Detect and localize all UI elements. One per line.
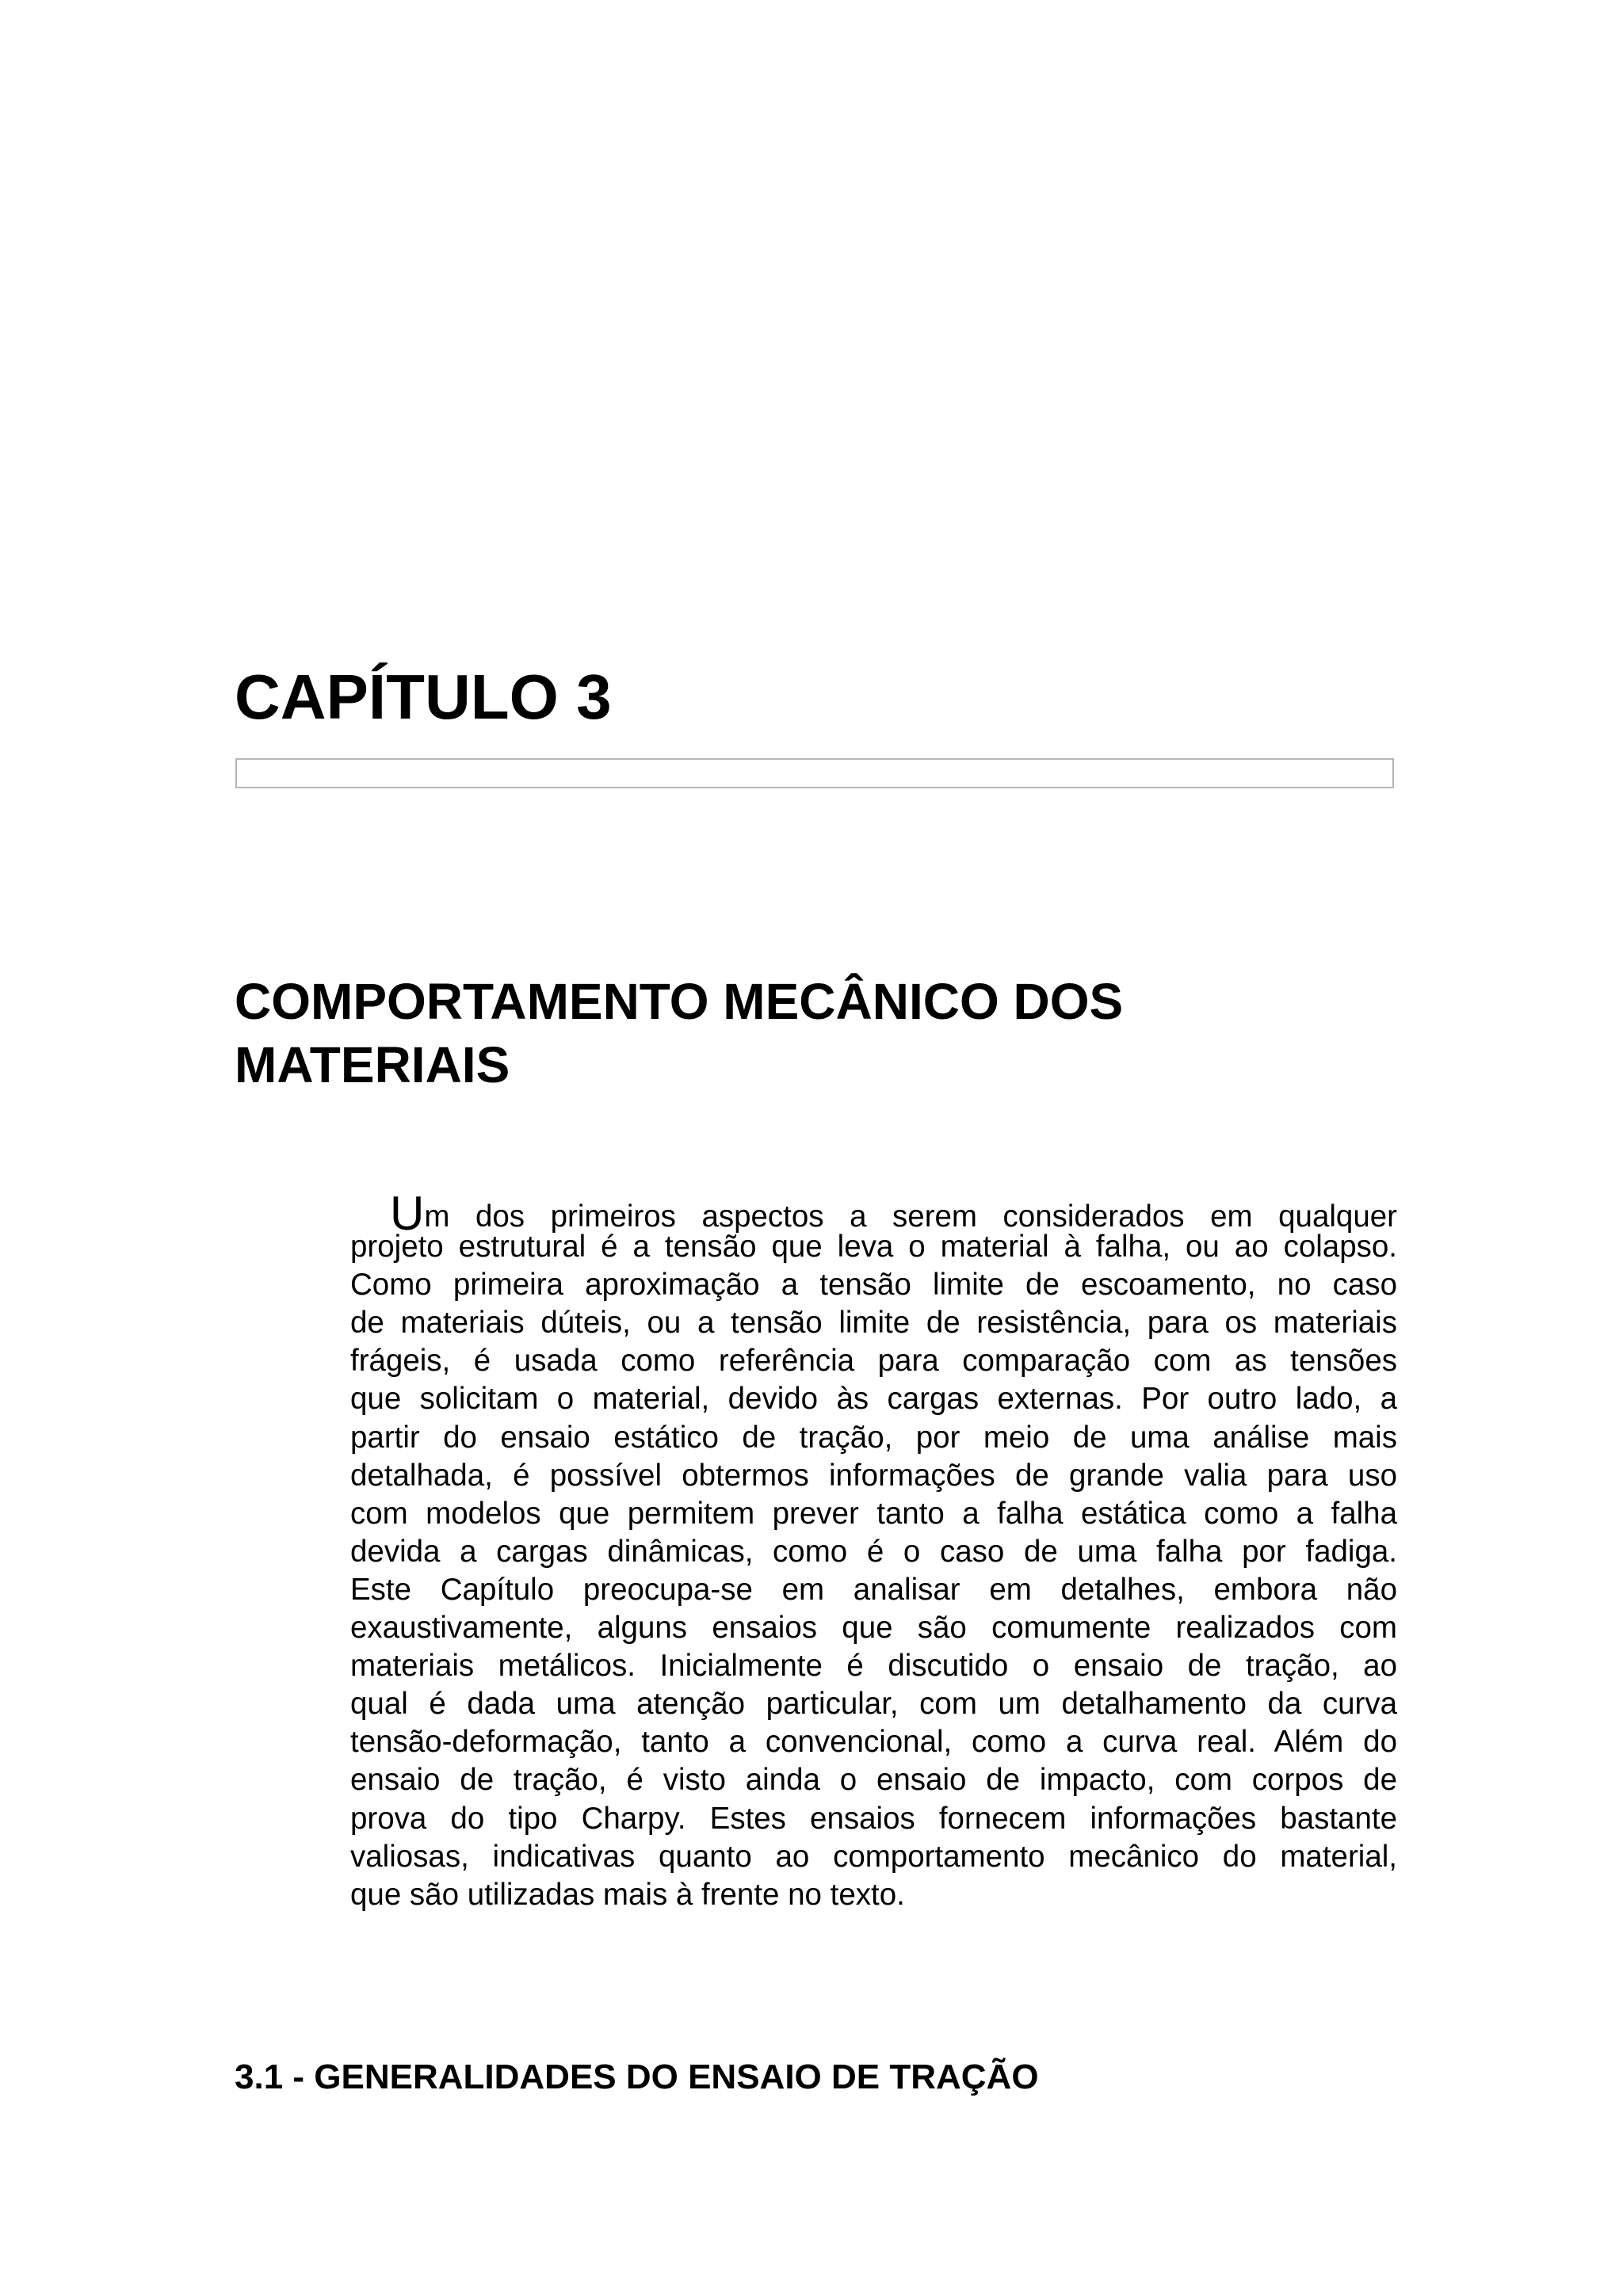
- intro-line-14: qual é dada uma atenção particular, com um detalhamento da curva: [350, 1687, 1397, 1722]
- intro-line-18: valiosas, indicativas quanto ao comportamento mecânico do material,: [350, 1839, 1397, 1874]
- section-heading: 3.1 - GENERALIDADES DO ENSAIO DE TRAÇÃO: [235, 2058, 1039, 2096]
- intro-line-3: Como primeira aproximação a tensão limite de escoamento, no caso: [350, 1268, 1397, 1302]
- intro-line-2: projeto estrutural é a tensão que leva o material à falha, ou ao colapso.: [350, 1230, 1397, 1264]
- intro-line-7: partir do ensaio estático de tração, por meio de uma análise mais: [350, 1420, 1397, 1455]
- chapter-label: CAPÍTULO 3: [235, 662, 612, 732]
- intro-line-10: devida a cargas dinâmicas, como é o caso de uma falha por fadiga.: [350, 1534, 1397, 1569]
- intro-line-13: materiais metálicos. Inicialmente é discutido o ensaio de tração, ao: [350, 1649, 1397, 1684]
- intro-line-11: Este Capítulo preocupa-se em analisar em detalhes, embora não: [350, 1572, 1397, 1607]
- intro-line-15: tensão-deformação, tanto a convencional, como a curva real. Além do: [350, 1725, 1397, 1760]
- intro-line-17: prova do tipo Charpy. Estes ensaios fornecem informações bastante: [350, 1801, 1397, 1836]
- intro-line-6: que solicitam o material, devido às cargas externas. Por outro lado, a: [350, 1382, 1397, 1417]
- intro-line-19: que são utilizadas mais à frente no texto.: [350, 1877, 905, 1912]
- intro-line-16: ensaio de tração, é visto ainda o ensaio de impacto, com corpos de: [350, 1763, 1397, 1798]
- intro-line-1: [350, 1187, 1397, 1240]
- chapter-title-line-2: MATERIAIS: [235, 1036, 510, 1093]
- intro-line-9: com modelos que permitem prever tanto a falha estática como a falha: [350, 1496, 1397, 1531]
- intro-line-8: detalhada, é possível obtermos informações de grande valia para uso: [350, 1458, 1397, 1493]
- drop-cap: U: [390, 1187, 425, 1240]
- intro-line-4: de materiais dúteis, ou a tensão limite de resistência, para os materiais: [350, 1306, 1397, 1341]
- intro-line-12: exaustivamente, alguns ensaios que são comumente realizados com: [350, 1611, 1397, 1646]
- intro-line-5: frágeis, é usada como referência para comparação com as tensões: [350, 1344, 1397, 1379]
- intro-paragraph: [350, 1187, 1397, 1914]
- chapter-divider-box: [235, 758, 1394, 788]
- chapter-title-line-1: COMPORTAMENTO MECÂNICO DOS: [235, 973, 1124, 1030]
- intro-line-1-text: m dos primeiros aspectos a serem considerados em qualquer: [424, 1199, 1397, 1234]
- chapter-title: [235, 970, 1407, 1097]
